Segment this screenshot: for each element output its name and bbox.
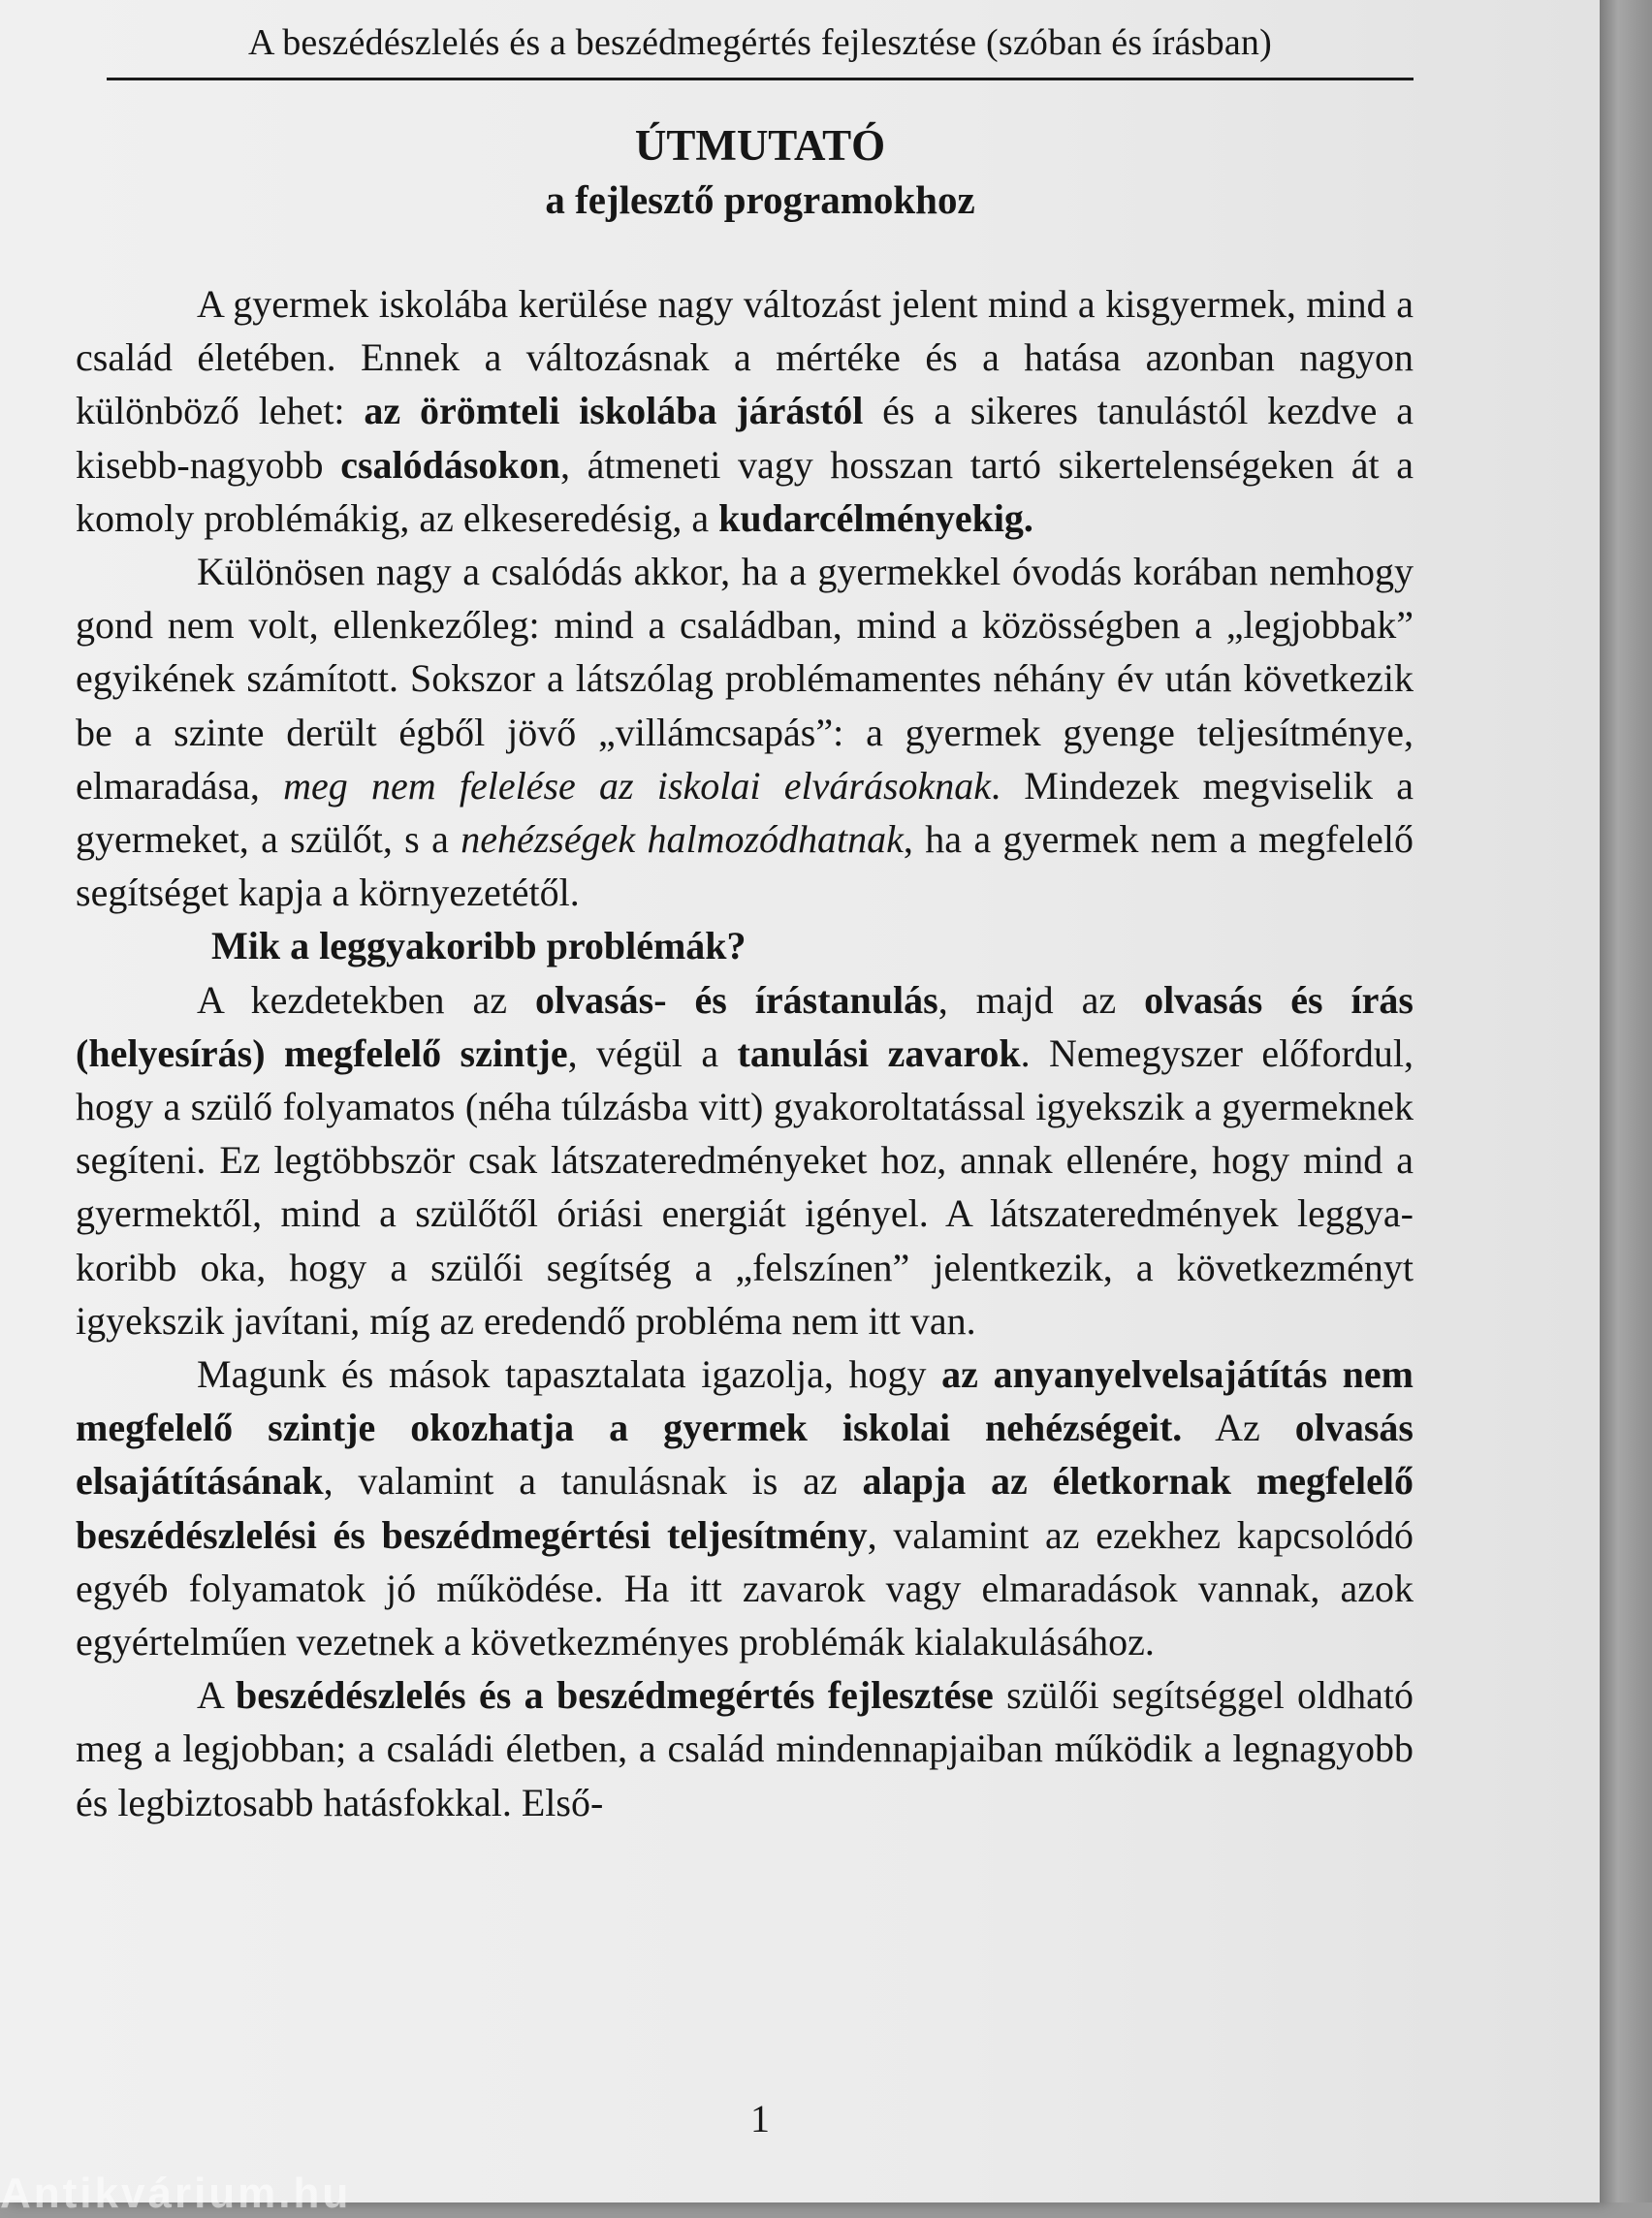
bold-run: az örömteli iskolába járástól — [364, 389, 864, 433]
paragraph-4 — [76, 1347, 1414, 1668]
text-run: Az — [1182, 1406, 1295, 1450]
italic-run: nehézségek halmozódhatnak — [461, 817, 904, 862]
page-edge — [1600, 0, 1652, 2202]
text-run: , átmeneti vagy hosszan tartó sikertelenségeken át a komoly problémákig, az elkeseredésig, a — [76, 442, 1414, 540]
page-title: ÚTMUTATÓ — [634, 121, 886, 170]
text-run: A gyermek iskolába kerülése nagy változást jelent mind a kisgyermek, mind a család életében. Ennek a változásnak a mértéke és a hatása azonban nagyon különböző lehet: — [76, 282, 1414, 433]
bold-run: az anyanyelvelsajátítás nem megfelelő szintje okozhatja a gyermek iskolai nehézségeit. — [76, 1352, 1414, 1450]
bold-run: alapja az életkornak megfelelő beszédészlelési és beszédmegértési teljesítmény — [76, 1459, 1414, 1557]
text-run: , valamint a tanulásnak is az — [323, 1459, 863, 1504]
page-subtitle: a fejlesztő programokhoz — [545, 177, 975, 222]
bold-run: csalódásokon — [340, 442, 560, 487]
bold-run: tanulási zavarok — [737, 1030, 1021, 1075]
header-rule — [107, 78, 1414, 80]
text-run: , majd az — [937, 977, 1145, 1022]
text-run: . Nemegyszer előfordul, hogy a szülő folyamatos (néha túlzásba vitt) gyakoroltatással igyekszik a gyermeknek segíteni. Ez legtöbbször csak látszateredményeket hoz, annak ellenére, hogy mind a gyermektől, mind a szülőtől óriási energiát igényel. A látszateredmények leggyakoribb oka, hogy a szülői segítség a „felszínen” jelentkezik, a következményt igyekszik javítani, míg az eredendő probléma nem itt van. — [76, 1030, 1414, 1343]
bold-run: olvasás és írás (helyesírás) megfelelő szintje — [76, 977, 1414, 1075]
text-run: szülői segítséggel oldható meg a legjobban; a családi életben, a család mindennapjaiban működik a legnagyobb és legbiztosabb hatásfokkal. Első- — [76, 1673, 1414, 1824]
text-run: és a sikeres tanulástól kezdve a kisebb-nagyobb — [76, 389, 1414, 487]
text-run: Különösen nagy a csalódás akkor, ha a gyermekkel óvodás korában nemhogy gond nem volt, ellenkezőleg: mind a családban, mind a közösségben a „legjobbak” egyikének számított. Sokszor a látszólag problémamentes néhány év után következik be a szinte derült égből jövő „villámcsapás”: a gyermek gyenge teljesítménye, elmaradása, — [76, 550, 1414, 808]
bold-run: kudarcélményekig. — [718, 495, 1033, 540]
paragraph-5 — [76, 1668, 1414, 1829]
text-run: , valamint az ezekhez kapcsolódó egyéb folyamatok jó működése. Ha itt zavarok vagy elmaradások vannak, azok egyértelműen vezetnek a következményes problémák kialakulásához. — [76, 1512, 1414, 1664]
watermark: Antikvárium.hu — [0, 2170, 352, 2217]
page-number: 1 — [750, 2097, 770, 2140]
bold-run: olvasás- és írástanulás — [534, 977, 938, 1022]
text-run: . Mindezek megviselik a gyermeket, a szülőt, s a — [76, 763, 1414, 862]
text-run: , végül a — [567, 1030, 738, 1075]
text-run: A — [197, 1673, 236, 1718]
text-run: Magunk és mások tapasztalata igazolja, hogy — [197, 1352, 942, 1397]
text-run: , ha a gyermek nem a megfelelő segítséget kapja a környezetétől. — [76, 817, 1414, 915]
text-run: A kezdetekben az — [197, 977, 535, 1022]
section-heading: Mik a leggyakoribb problémák? — [211, 924, 747, 968]
bold-run: olvasás elsajátításának — [76, 1406, 1414, 1504]
paragraph-3 — [76, 973, 1414, 1347]
paragraph-2 — [76, 545, 1414, 919]
paragraph-1 — [76, 277, 1414, 545]
body-text — [76, 277, 1414, 1829]
running-header: A beszédészlelés és a beszédmegértés fejlesztése (szóban és írásban) — [247, 22, 1272, 63]
page-title-block — [107, 118, 1414, 227]
italic-run: meg nem felelése az iskolai elvárásoknak — [283, 763, 992, 808]
bold-run: beszédészlelés és a beszédmegértés fejlesztése — [236, 1673, 994, 1718]
